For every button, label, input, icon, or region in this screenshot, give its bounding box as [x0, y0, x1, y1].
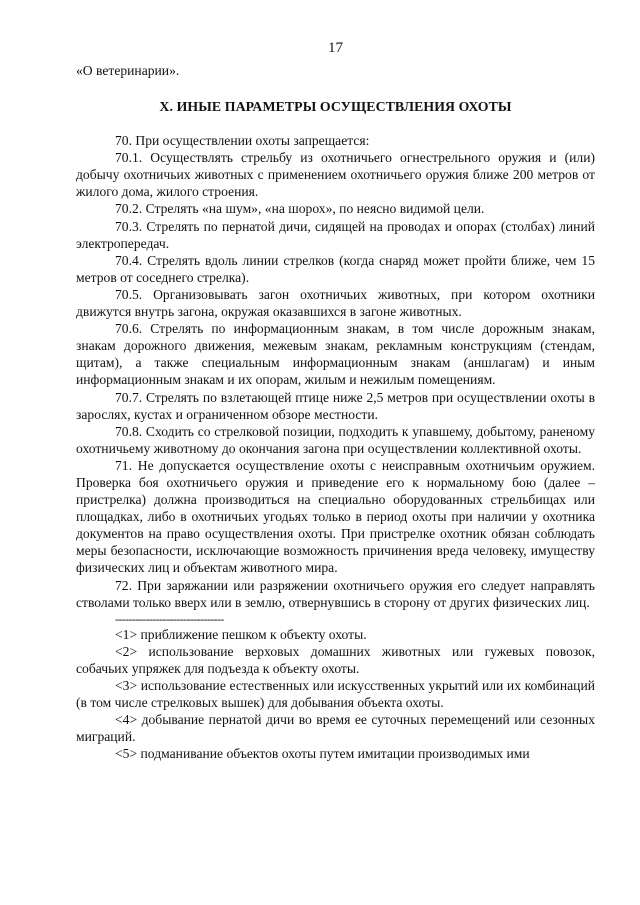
paragraph-70-5: 70.5. Организовывать загон охотничьих животных, при котором охотники движутся внутрь загона, окружая оказавшихся в загоне животных.: [76, 286, 595, 320]
section-heading: X. ИНЫЕ ПАРАМЕТРЫ ОСУЩЕСТВЛЕНИЯ ОХОТЫ: [159, 99, 512, 115]
paragraph-70-3: 70.3. Стрелять по пернатой дичи, сидящей на проводах и опорах (столбах) линий электропередач.: [76, 218, 595, 251]
paragraph-70-4: 70.4. Стрелять вдоль линии стрелков (когда снаряд может пройти ближе, чем 15 метров от соседнего стрелка).: [76, 252, 595, 285]
intro-line: «О ветеринарии».: [76, 63, 180, 78]
footnote-separator: --------------------------------: [115, 611, 224, 626]
footnote-4: <4> добывание пернатой дичи во время ее суточных перемещений или сезонных миграций.: [76, 712, 595, 745]
footnote-2: <2> использование верховых домашних животных или гужевых повозок, собачьих упряжек для подъезда к объекту охоты.: [76, 643, 595, 676]
paragraph-72: 72. При заряжании или разряжении охотничьего оружия его следует направлять стволами только вверх или в землю, отвернувшись в сторону от других физических лиц.: [76, 577, 595, 610]
page-number: 17: [328, 40, 343, 56]
footnote-5: <5> подманивание объектов охоты путем имитации производимых ими: [115, 746, 530, 762]
footnote-3: <3> использование естественных или искусственных укрытий или их комбинаций (в том числе стрелковых вышек) для добывания объекта охоты.: [76, 678, 595, 711]
paragraph-70-7: 70.7. Стрелять по взлетающей птице ниже 2,5 метров при осуществлении охоты в зарослях, кустах и ограниченном обзоре местности.: [76, 389, 595, 422]
document-body: [76, 62, 595, 762]
paragraph-70-1: 70.1. Осуществлять стрельбу из охотничьего огнестрельного оружия и (или) добычу охотничьих животных с применением охотничьего оружия ближе 200 метров от жилого дома, жилого строения.: [76, 150, 595, 200]
paragraph-70-6: 70.6. Стрелять по информационным знакам, в том числе дорожным знакам, знакам дорожного движения, межевым знакам, рекламным конструкциям (стендам, щитам), а также специальным информационным знакам (аншлагам) и иным информационным знакам и их опорам, жилым и нежилым помещениям.: [76, 321, 595, 388]
paragraph-70-8: 70.8. Сходить со стрелковой позиции, подходить к упавшему, добытому, раненому охотничьему животному до окончания загона при осуществлении коллективной охоты.: [76, 423, 595, 456]
paragraph-71: 71. Не допускается осуществление охоты с неисправным охотничьим оружием. Проверка боя охотничьего оружия и приведение его к нормальному бою (далее – пристрелка) должна производиться на специально оборудованных стрельбищах или площадках, либо в охотничьих угодьях только в период охоты при наличии у охотника документов на право осуществления охоты. При пристрелке охотник обязан соблюдать меры безопасности, исключающие возможность причинения вреда человеку, имуществу физических лиц и объектам животного мира.: [76, 457, 595, 576]
paragraph-70-2: 70.2. Стрелять «на шум», «на шорох», по неясно видимой цели.: [115, 201, 485, 217]
paragraph-70: 70. При осуществлении охоты запрещается:: [115, 133, 370, 149]
footnote-1: <1> приближение пешком к объекту охоты.: [115, 626, 367, 642]
